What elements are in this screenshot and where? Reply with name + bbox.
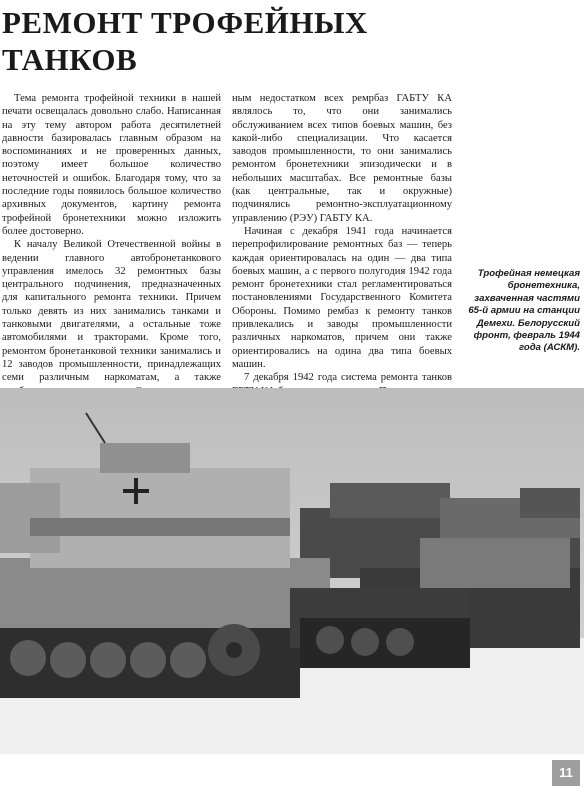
article-title	[2, 4, 442, 78]
photo-caption: Трофейная немецкая бронетехника, захваченная частями 65-й армии на станции Демехи. Белорусский фронт, февраль 1944 года (АСКМ).	[468, 268, 580, 354]
title-line-2: ТАНКОВ	[2, 42, 138, 77]
text-column-right	[232, 92, 452, 398]
paragraph: Начиная с декабря 1941 года начинается перепрофилирование ремонтных баз — теперь каждая ориентировалась на один — два типа боевых машин, а с первого полугодия 1942 года ремонт бронетехники стал регламентироваться постановлениями Государственного Комитета Обороны. Помимо рембаз к ремонту танков привлекались и заводы промышленности различных наркоматов, причем они также ориентировались на одина два типа боевых машин.	[232, 225, 452, 370]
page-number: 11	[552, 760, 580, 786]
paragraph: Тема ремонта трофейной техники в нашей печати освещалась довольно слабо. Написанная на эту тему автором работа десятилетней давности базировалась главным образом на воспоминаниях и не проверенных данных, поэтому имеет большое количество неточностей и ошибок. Благодаря тому, что за последние годы появилось большое количество архивных документов, картину ремонта трофейной бронетехники можно изложить более достоверно.	[2, 93, 221, 237]
second-tank	[290, 588, 470, 668]
tank-photo	[0, 388, 584, 754]
paragraph: ным недостатком всех ремрбаз ГАБТУ КА являлось то, что они занимались обслуживанием всех типов боевых машин, без какой-либо специализации. Что касается заводов промышленности, то они занимались ремонтом бронетехники эпизодически и в небольших масштабах. Все ремонтные базы (как центральные, так и окружные) подчинялись ремонтно-эксплуатационному управлению (РЭУ) ГАБТУ КА.	[232, 93, 452, 224]
paragraph: К началу Великой Отечественной войны в ведении главного автобронетанкового управления имелось 32 ремонтных базы центрального подчинения, предназначенных для капитального ремонта техники. Причем только девять из них занимались танками и танковыми двигателями, а остальные тоже автомобилями и тракторами. Кроме того, ремонтом бронетанковой техники занимались и 12 заводов промышленности, принадлежащих семи различным наркоматам, а также	[2, 239, 221, 384]
main-tank	[0, 443, 330, 698]
paragraph: 7 декабря 1942 года система ремонта танков	[244, 372, 452, 384]
title-line-1: РЕМОНТ ТРОФЕЙНЫХ	[2, 5, 368, 40]
text-column-left	[2, 92, 221, 398]
